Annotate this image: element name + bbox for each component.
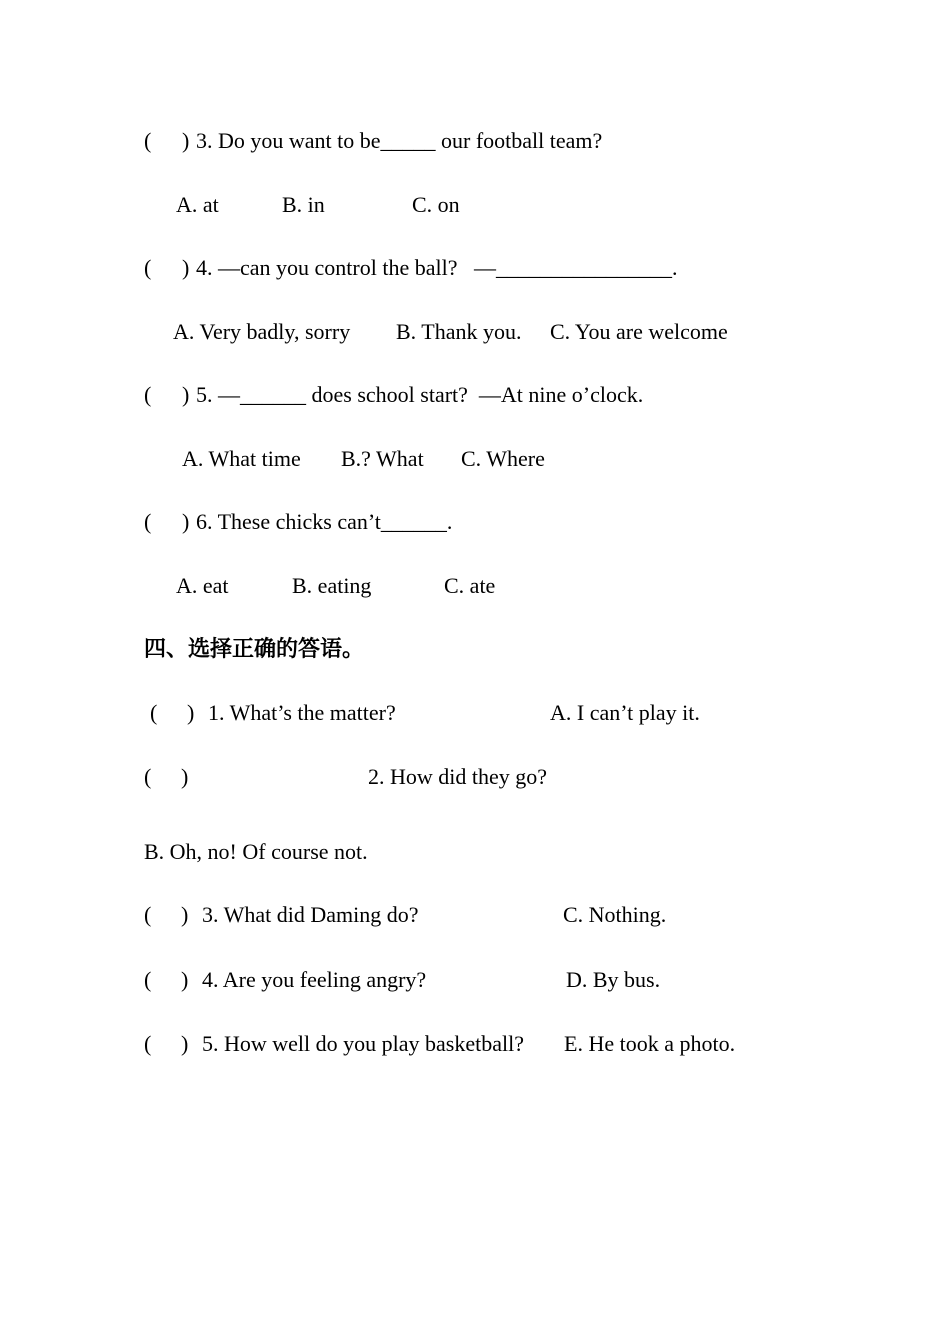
option-a: A. Very badly, sorry	[173, 319, 351, 344]
match-answer: E. He took a photo.	[564, 1031, 736, 1056]
answer-bracket-open: (	[144, 509, 152, 534]
option-c: C. You are welcome	[550, 319, 728, 344]
question-text: 6. These chicks can’t______.	[196, 509, 453, 534]
option-b: B. eating	[292, 573, 372, 598]
match-question: 1. What’s the matter?	[208, 700, 396, 725]
answer-bracket-close: )	[182, 509, 190, 534]
option-a: A. What time	[182, 446, 301, 471]
match-answer: C. Nothing.	[563, 902, 667, 927]
option-c: C. ate	[444, 573, 496, 598]
option-c: C. on	[412, 192, 460, 217]
answer-bracket-close: )	[182, 128, 190, 153]
answer-bracket-close: )	[182, 255, 190, 280]
option-a: A. at	[176, 192, 219, 217]
answer-bracket-close: )	[187, 700, 195, 725]
match-question: 5. How well do you play basketball?	[202, 1031, 524, 1056]
answer-bracket-open: (	[144, 1031, 152, 1056]
question-text: 3. Do you want to be_____ our football team?	[196, 128, 603, 153]
option-b: B. Thank you.	[396, 319, 522, 344]
question-text: 4. —can you control the ball? —________________.	[196, 255, 678, 280]
answer-bracket-open: (	[144, 967, 152, 992]
answer-bracket-open: (	[144, 382, 152, 407]
match-answer: D. By bus.	[566, 967, 661, 992]
answer-bracket-close: )	[181, 1031, 189, 1056]
option-b: B.? What	[341, 446, 424, 471]
match-answer: A. I can’t play it.	[550, 700, 700, 725]
answer-bracket-open: (	[144, 902, 152, 927]
match-question: 2. How did they go?	[368, 764, 548, 789]
answer-bracket-close: )	[181, 902, 189, 927]
answer-bracket-close: )	[181, 967, 189, 992]
section-heading: 四、选择正确的答语。	[144, 637, 365, 662]
answer-bracket-open: (	[144, 128, 152, 153]
option-b: B. in	[282, 192, 325, 217]
answer-bracket-open: (	[144, 255, 152, 280]
option-c: C. Where	[461, 446, 545, 471]
answer-bracket-close: )	[181, 764, 189, 789]
answer-bracket-open: (	[144, 764, 152, 789]
match-question: 4. Are you feeling angry?	[202, 967, 427, 992]
match-answer: B. Oh, no! Of course not.	[144, 839, 368, 864]
question-text: 5. —______ does school start? —At nine o’clock.	[196, 382, 644, 407]
match-question: 3. What did Daming do?	[202, 902, 419, 927]
answer-bracket-open: (	[150, 700, 158, 725]
option-a: A. eat	[176, 573, 229, 598]
answer-bracket-close: )	[182, 382, 190, 407]
